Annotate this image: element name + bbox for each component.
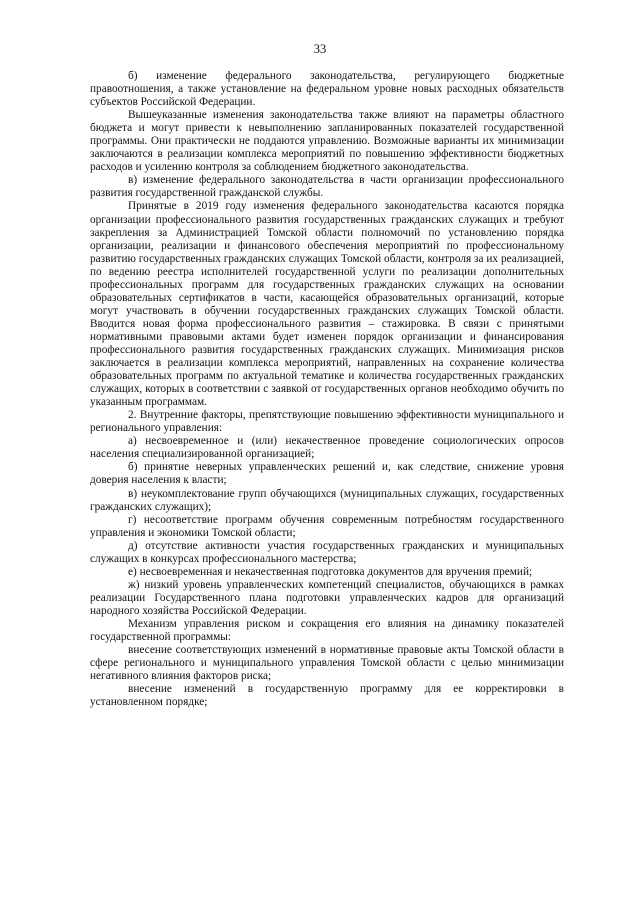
list-item-g: г) несоответствие программ обучения современным потребностям государственного управления и экономики Томской области; xyxy=(90,513,564,539)
list-item-e: е) несвоевременная и некачественная подготовка документов для вручения премий; xyxy=(128,565,533,578)
document-body xyxy=(90,70,564,709)
paragraph-risk-mechanism: Механизм управления риском и сокращения его влияния на динамику показателей государственной программы: xyxy=(90,617,564,644)
paragraph-internal-factors: 2. Внутренние факторы, препятствующие повышению эффективности муниципального и регионального управления: xyxy=(90,409,564,435)
paragraph-legal-acts-amendment: внесение соответствующих изменений в нормативные правовые акты Томской области в сфере регионального и муниципального управления Томской области с целью минимизации негативного влияния факторов риска; xyxy=(90,644,564,683)
list-item-d: д) отсутствие активности участия государственных гражданских и муниципальных служащих в конкурсах профессионального мастерства; xyxy=(90,539,564,565)
list-item-v: в) неукомплектование групп обучающихся (муниципальных служащих, государственных гражданских служащих); xyxy=(90,487,564,513)
paragraph-budget-impact: Вышеуказанные изменения законодательства также влияют на параметры областного бюджета и могут привести к невыполнению запланированных показателей государственной программы. Они практически не поддаются управлению. Возможные варианты их минимизации заключаются в реализации комплекса мероприятий по повышению эффективности бюджетных расходов и усилению контроля за соблюдением бюджетного законодательства. xyxy=(90,109,564,174)
list-item-zh: ж) низкий уровень управленческих компетенций специалистов, обучающихся в рамках реализации Государственного плана подготовки управленческих кадров для организаций народного хозяйства Российской Федерации. xyxy=(90,578,564,617)
paragraph-program-amendment: внесение изменений в государственную программу для ее корректировки в установленном порядке; xyxy=(90,683,564,709)
page-number: 33 xyxy=(313,42,327,56)
paragraph-civil-service-law-change: в) изменение федерального законодательства в части организации профессионального развития государственной гражданской службы. xyxy=(90,174,564,200)
paragraph-budget-law-change: б) изменение федерального законодательства, регулирующего бюджетные правоотношения, а также установление на федеральном уровне новых расходных обязательств субъектов Российской Федерации. xyxy=(90,70,564,109)
list-item-b: б) принятие неверных управленческих решений и, как следствие, снижение уровня доверия населения к власти; xyxy=(90,461,564,487)
paragraph-2019-changes: Принятые в 2019 году изменения федерального законодательства касаются порядка организации профессионального развития государственных гражданских служащих и требуют закрепления за Администрацией Томской области полномочий по установлению порядка организации, реализации и финансового обеспечения мероприятий по профессиональному развитию государственных гражданских служащих Томской области, контроля за их реализацией, по ведению реестра исполнителей государственной услуги по реализации дополнительных профессиональных программ для государственных гражданских служащих на основании образовательных сертификатов в части, касающейся образовательных организаций, которые могут участвовать в обучении государственных гражданских служащих Томской области. Вводится новая форма профессионального развития – стажировка. В связи с принятыми нормативными правовыми актами будет изменен порядок организации и финансирования профессионального развития государственных гражданских служащих. Минимизация рисков заключается в реализации комплекса мероприятий, направленных на сохранение количества образовательных программ по актуальной тематике и количества государственных гражданских служащих, которых в соответствии с заявкой от государственных органов необходимо обучить по указанным программам. xyxy=(90,200,564,409)
list-item-a: а) несвоевременное и (или) некачественное проведение социологических опросов населения специализированной организацией; xyxy=(90,435,564,461)
